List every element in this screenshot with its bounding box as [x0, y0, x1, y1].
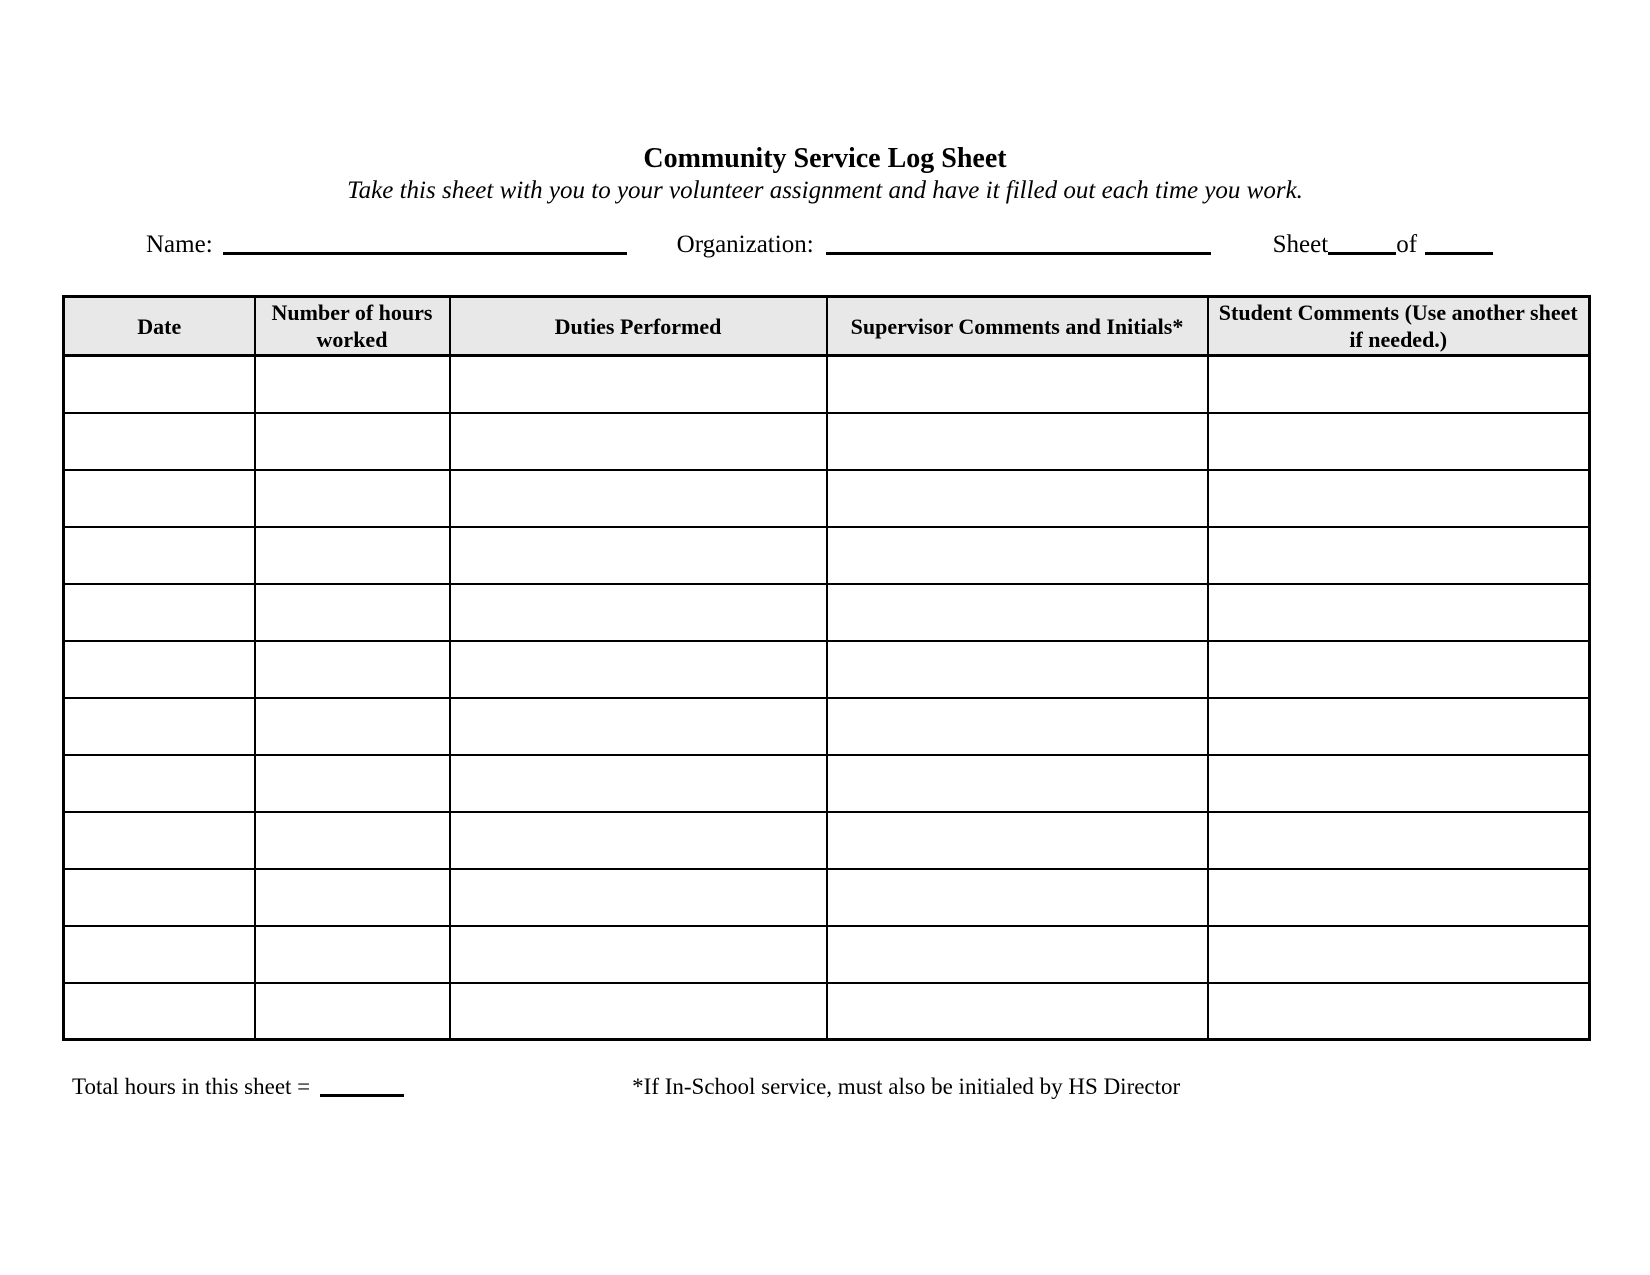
- table-cell: [64, 812, 255, 869]
- table-cell: [827, 413, 1208, 470]
- table-cell: [255, 983, 450, 1040]
- of-label: of: [1396, 231, 1418, 258]
- table-cell: [64, 983, 255, 1040]
- table-cell: [450, 983, 827, 1040]
- column-header-hours: Number of hours worked: [255, 297, 450, 356]
- log-table-body: [64, 356, 1590, 1040]
- table-cell: [1208, 698, 1590, 755]
- table-cell: [64, 527, 255, 584]
- column-header-duties: Duties Performed: [450, 297, 827, 356]
- table-cell: [64, 584, 255, 641]
- table-cell: [255, 470, 450, 527]
- total-hours-blank-line: [320, 1089, 404, 1097]
- table-cell: [1208, 926, 1590, 983]
- column-header-supervisor-comments: Supervisor Comments and Initials*: [827, 297, 1208, 356]
- table-cell: [64, 869, 255, 926]
- table-cell: [450, 812, 827, 869]
- table-row: [64, 413, 1590, 470]
- table-cell: [1208, 527, 1590, 584]
- table-row: [64, 470, 1590, 527]
- table-cell: [64, 755, 255, 812]
- table-cell: [64, 926, 255, 983]
- table-cell: [450, 413, 827, 470]
- table-cell: [1208, 470, 1590, 527]
- table-cell: [64, 356, 255, 413]
- table-cell: [450, 869, 827, 926]
- sheet-total-blank-line: [1425, 247, 1493, 255]
- table-cell: [1208, 869, 1590, 926]
- page-subtitle: Take this sheet with you to your volunteer assignment and have it filled out each time you work.: [347, 177, 1303, 204]
- table-cell: [1208, 812, 1590, 869]
- sheet-label: Sheet: [1272, 231, 1329, 258]
- table-cell: [827, 869, 1208, 926]
- table-cell: [827, 470, 1208, 527]
- table-cell: [827, 527, 1208, 584]
- table-cell: [255, 812, 450, 869]
- name-label: Name:: [146, 231, 213, 258]
- table-row: [64, 812, 1590, 869]
- total-hours-label: Total hours in this sheet =: [72, 1074, 311, 1099]
- table-cell: [64, 470, 255, 527]
- table-row: [64, 869, 1590, 926]
- table-cell: [255, 584, 450, 641]
- organization-blank-line: [826, 247, 1211, 255]
- table-cell: [450, 527, 827, 584]
- table-row: [64, 926, 1590, 983]
- table-cell: [1208, 641, 1590, 698]
- table-cell: [827, 812, 1208, 869]
- sheet-number-blank-line: [1328, 247, 1396, 255]
- table-row: [64, 641, 1590, 698]
- table-cell: [827, 755, 1208, 812]
- table-cell: [64, 698, 255, 755]
- table-cell: [255, 356, 450, 413]
- table-cell: [255, 641, 450, 698]
- table-cell: [827, 926, 1208, 983]
- header-fields: [62, 231, 1588, 269]
- table-header-row: [64, 297, 1590, 356]
- table-cell: [1208, 584, 1590, 641]
- table-cell: [1208, 413, 1590, 470]
- table-cell: [827, 983, 1208, 1040]
- column-header-student-comments: Student Comments (Use another sheet if needed.): [1208, 297, 1590, 356]
- table-row: [64, 584, 1590, 641]
- table-row: [64, 983, 1590, 1040]
- service-log-table: [62, 295, 1591, 1041]
- table-cell: [255, 755, 450, 812]
- table-cell: [450, 470, 827, 527]
- table-cell: [1208, 356, 1590, 413]
- table-cell: [450, 698, 827, 755]
- table-row: [64, 698, 1590, 755]
- table-cell: [827, 698, 1208, 755]
- table-cell: [64, 641, 255, 698]
- table-cell: [450, 926, 827, 983]
- footer: [62, 1074, 1588, 1100]
- table-cell: [827, 641, 1208, 698]
- table-cell: [1208, 755, 1590, 812]
- table-cell: [255, 926, 450, 983]
- table-cell: [827, 356, 1208, 413]
- table-cell: [450, 356, 827, 413]
- page-title: Community Service Log Sheet: [643, 143, 1007, 174]
- table-cell: [450, 641, 827, 698]
- table-cell: [255, 413, 450, 470]
- table-cell: [255, 527, 450, 584]
- in-school-footnote: *If In-School service, must also be initialed by HS Director: [632, 1074, 1181, 1099]
- table-cell: [255, 869, 450, 926]
- name-blank-line: [223, 247, 627, 255]
- table-cell: [255, 698, 450, 755]
- table-row: [64, 527, 1590, 584]
- table-cell: [450, 755, 827, 812]
- table-cell: [1208, 983, 1590, 1040]
- table-row: [64, 356, 1590, 413]
- table-cell: [827, 584, 1208, 641]
- column-header-date: Date: [64, 297, 255, 356]
- table-cell: [450, 584, 827, 641]
- table-cell: [64, 413, 255, 470]
- organization-label: Organization:: [676, 231, 814, 258]
- table-row: [64, 755, 1590, 812]
